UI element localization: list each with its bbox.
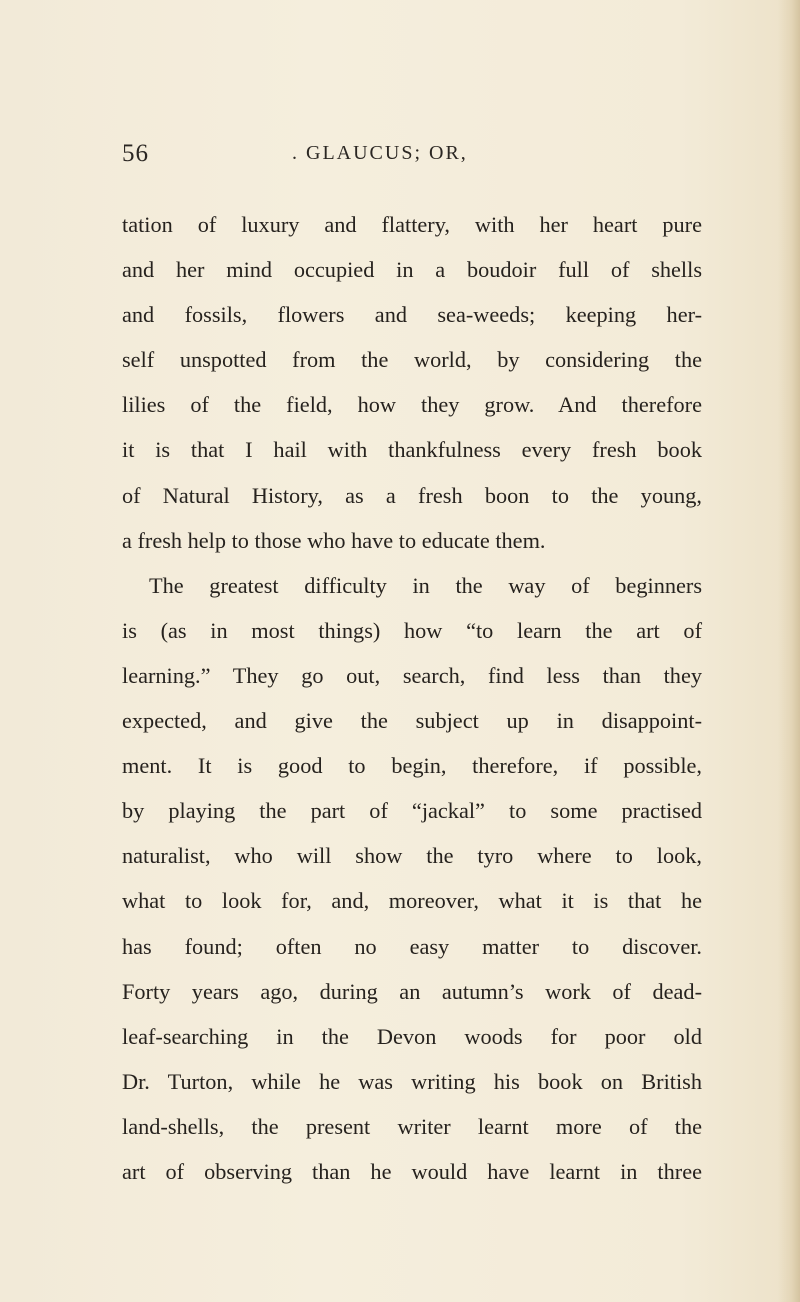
page-header	[122, 140, 702, 176]
text-line: learning.” They go out, search, find less than they	[122, 662, 702, 688]
text-line: by playing the part of “jackal” to some practised	[122, 798, 702, 824]
text-line: land-shells, the present writer learnt more of the	[122, 1113, 702, 1139]
text-line: art of observing than he would have learnt in three	[122, 1158, 702, 1184]
text-line: and fossils, flowers and sea-weeds; keeping her-	[122, 302, 702, 328]
text-line: has found; often no easy matter to discover.	[122, 933, 702, 959]
text-line: what to look for, and, moreover, what it is that he	[122, 888, 702, 914]
running-head: . GLAUCUS; OR,	[292, 142, 468, 164]
text-line: a fresh help to those who have to educate them.	[122, 527, 546, 553]
page-edge-shadow	[778, 0, 800, 1302]
text-line: Dr. Turton, while he was writing his book on British	[122, 1068, 702, 1094]
body-text	[122, 202, 702, 1194]
text-line: ment. It is good to begin, therefore, if possible,	[122, 753, 702, 779]
page-number: 56	[122, 140, 149, 167]
text-line: lilies of the field, how they grow. And therefore	[122, 392, 702, 418]
text-line: naturalist, who will show the tyro where to look,	[122, 843, 702, 869]
text-line: it is that I hail with thankfulness every fresh book	[122, 437, 702, 463]
text-line: expected, and give the subject up in disappoint-	[122, 708, 702, 734]
text-line: leaf-searching in the Devon woods for poor old	[122, 1023, 702, 1049]
text-line: of Natural History, as a fresh boon to the young,	[122, 482, 702, 508]
text-line: tation of luxury and flattery, with her heart pure	[122, 212, 702, 237]
text-line: Forty years ago, during an autumn’s work of dead-	[122, 978, 702, 1004]
text-line: self unspotted from the world, by considering the	[122, 347, 702, 373]
text-line: is (as in most things) how “to learn the art of	[122, 617, 702, 643]
text-line: The greatest difficulty in the way of beginners	[149, 572, 702, 598]
text-line: and her mind occupied in a boudoir full of shells	[122, 257, 702, 283]
